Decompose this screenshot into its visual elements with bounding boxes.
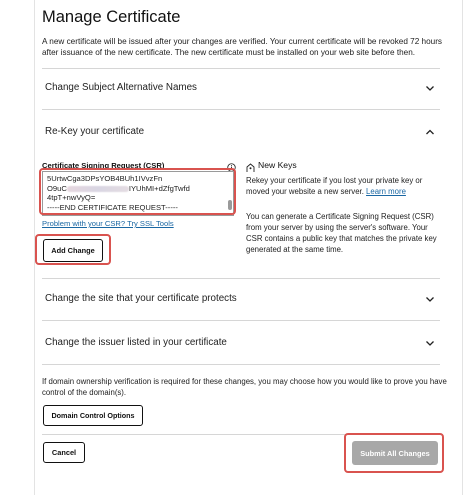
divider bbox=[42, 364, 440, 365]
csr-description: You can generate a Certificate Signing Request (CSR) from your server by using the server's software. Your CSR contains a public key that matches the private key generated at the same time. bbox=[246, 212, 437, 254]
submit-all-changes-button[interactable]: Submit All Changes bbox=[352, 441, 438, 465]
learn-more-link[interactable]: Learn more bbox=[366, 187, 406, 196]
section-site-title[interactable]: Change the site that your certificate protects bbox=[45, 293, 237, 304]
key-icon bbox=[246, 160, 255, 170]
add-change-button[interactable]: Add Change bbox=[43, 239, 103, 262]
chevron-down-icon[interactable] bbox=[424, 293, 436, 305]
csr-line: 5UrtwCga3DPsYOB4BUh1IVvzFn bbox=[47, 174, 163, 183]
divider bbox=[42, 109, 440, 110]
domain-control-options-button[interactable]: Domain Control Options bbox=[43, 405, 143, 426]
chevron-down-icon[interactable] bbox=[424, 82, 436, 94]
csr-line-start: O9uC bbox=[47, 183, 67, 193]
csr-line-end: IYUhMI+dZfgTwfd bbox=[128, 183, 190, 193]
csr-line: -----END CERTIFICATE REQUEST----- bbox=[47, 202, 178, 212]
new-keys-title: New Keys bbox=[258, 160, 297, 170]
highlight-submit bbox=[344, 433, 444, 473]
section-rekey-title[interactable]: Re-Key your certificate bbox=[45, 126, 145, 137]
csr-label: Certificate Signing Request (CSR) bbox=[42, 161, 165, 170]
rekey-text: Rekey your certificate if you lost your private key or moved your website a new server. bbox=[246, 176, 423, 196]
divider bbox=[42, 320, 440, 321]
cancel-button[interactable]: Cancel bbox=[43, 442, 85, 463]
domain-verification-note: If domain ownership verification is required for these changes, you may choose how you would like to prove you have control of the domain(s). bbox=[42, 377, 447, 397]
right-border bbox=[462, 0, 463, 495]
chevron-up-icon[interactable] bbox=[424, 126, 436, 138]
section-issuer-title[interactable]: Change the issuer listed in your certificate bbox=[45, 337, 227, 348]
divider bbox=[42, 68, 440, 69]
divider bbox=[42, 278, 440, 279]
csr-line: 4tpT+nwVyQ= bbox=[47, 193, 96, 202]
chevron-down-icon[interactable] bbox=[424, 337, 436, 349]
ssl-tools-link[interactable]: Problem with your CSR? Try SSL Tools bbox=[42, 219, 174, 228]
rekey-description bbox=[246, 175, 442, 197]
intro-text: A new certificate will be issued after your changes are verified. Your current certificate will be revoked 72 hours after issuance of the new certificate. The new certificate must be installed on your web site before then. bbox=[42, 37, 443, 57]
highlight-add-change bbox=[35, 234, 111, 265]
section-san-title[interactable]: Change Subject Alternative Names bbox=[45, 82, 197, 93]
page-title: Manage Certificate bbox=[42, 8, 181, 26]
highlight-csr-box bbox=[39, 168, 236, 215]
info-icon[interactable] bbox=[227, 159, 236, 168]
